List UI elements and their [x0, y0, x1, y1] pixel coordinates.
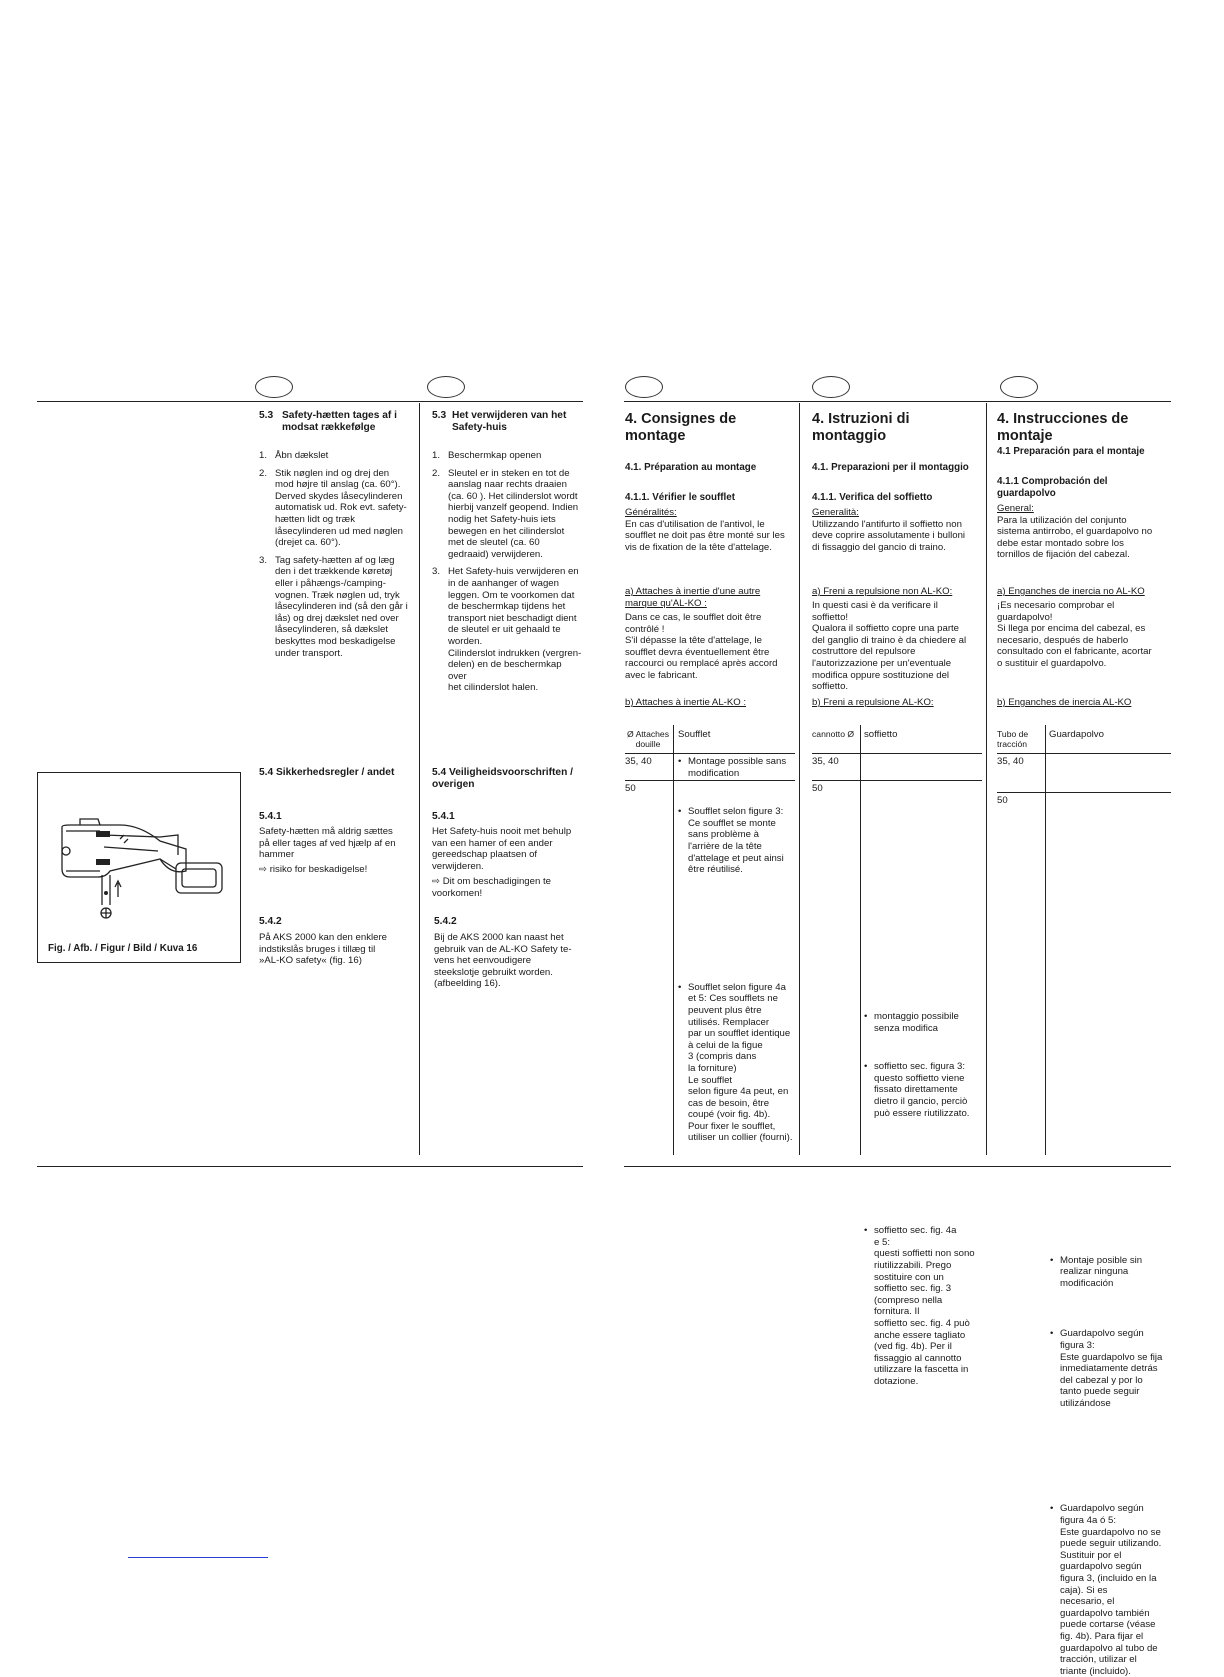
section-number: 5.3 — [259, 410, 274, 421]
table-row-line-fr — [625, 780, 795, 781]
table-cell-r2c2b-es: • Guardapolvo según figura 4a ó 5: Este guardapolvo no se puede seguir utilizando. Sustituir por el guardapolvo según figura 3, (incluido en la caja). Si es necesario, el guardapolvo también puede cortarse (véase fig. 4b). Para fijar el guardapolvo al tubo de tracción, utilizar el triante (incluido). — [1049, 1503, 1182, 1677]
column-danish — [259, 410, 415, 665]
table-cell-r2c2b-it: • soffietto sec. fig. 4a e 5: questi soffietti non sono riutilizzabili. Prego sostituire con un soffietto sec. fig. 3 (compreso nella fornitura. Il soffietto sec. fig. 4 può anche essere tagliato (ved fig. 4b). Per il fissaggio al cannotto utilizzare la fascetta in dotazione. — [863, 1225, 996, 1387]
section-title: Het verwijderen van het Safety-huis — [452, 410, 567, 433]
section-4-1-heading: 4.1. Préparation au montage — [625, 462, 757, 473]
general-label: General: — [997, 503, 1034, 514]
table-cell-r1c2-fr: • Montage possible sans modification — [677, 756, 808, 779]
section-5-4-heading-nl: 5.4 Veiligheidsvoorschriften / overigen — [432, 767, 573, 790]
chapter-title: 4. Istruzioni di montaggio — [812, 411, 910, 444]
step-text: Sleutel er in steken en tot de aanslag naar rechts draaien (ca. 60 ). Het cilinderslot wordt hierbij vanzelf geopend. Indien nodig het Safety-huis iets bewegen en het cilinderslot met de sleutel (ca. 60 gedraaid) verwijderen. — [448, 467, 579, 560]
table-header-line-es — [997, 753, 1171, 754]
language-oval-fr — [625, 376, 663, 398]
chapter-title: 4. Instrucciones de montaje — [997, 411, 1129, 444]
figure-16-box — [37, 772, 241, 963]
section-5-4-2-number-da: 5.4.2 — [259, 916, 282, 927]
step-item — [259, 468, 415, 549]
table-row-line-it — [812, 780, 982, 781]
step-number: 2. — [432, 467, 441, 479]
table-cell-r1c2-es: • Montaje posible sin realizar ninguna modificación — [1049, 1255, 1180, 1290]
section-4-1-1-heading: 4.1.1 Comprobación del guardapolvo — [997, 476, 1108, 499]
section-number: 5.3 — [432, 410, 447, 421]
case-b-label-fr: b) Attaches à inertie AL-KO : — [625, 697, 747, 708]
step-item — [259, 555, 415, 659]
top-rule-right — [624, 401, 1171, 402]
section-5-4-1-text-da: Safety-hætten må aldrig sættes på eller tages af ved hjælp af en hammer — [259, 826, 396, 861]
table-cell-r1c1-it: 35, 40 — [812, 756, 839, 767]
section-5-3-heading — [432, 410, 582, 434]
step-number: 1. — [259, 450, 268, 461]
bottom-rule-right — [624, 1166, 1171, 1167]
table-cell-r1c2-it: • montaggio possibile senza modifica — [863, 1011, 994, 1034]
step-item — [259, 450, 415, 462]
general-text: Utilizzando l'antifurto il soffietto non deve coprire assolutamente i bulloni di fissaggio del gancio di traino. — [812, 518, 966, 553]
language-oval-nl — [427, 376, 465, 398]
table-header-1-it: cannotto Ø — [812, 729, 855, 739]
section-4-1-1-heading: 4.1.1. Vérifier le soufflet — [625, 492, 735, 503]
section-5-4-1-number-da: 5.4.1 — [259, 811, 282, 822]
case-a-label-es: a) Enganches de inercia no AL-KO — [997, 586, 1145, 597]
general-label: Généralités: — [625, 507, 677, 518]
table-cell-r2c1-fr: 50 — [625, 783, 636, 794]
case-a-label-fr: a) Attaches à inertie d'une autre marque qu'AL-KO : — [625, 586, 761, 609]
steps-list — [259, 450, 415, 659]
case-a-text-es: ¡Es necesario comprobar el guardapolvo! Si llega por encima del cabezal, es necesario, después de haberlo consultado con el fabricante, acortar o sustituir el guardapolvo. — [997, 600, 1152, 669]
table-divider-fr — [673, 725, 674, 1155]
case-b-label-es: b) Enganches de inercia AL-KO — [997, 697, 1132, 708]
section-4-1-heading: 4.1. Preparazioni per il montaggio — [812, 462, 969, 473]
table-cell-r2c2a-fr: • Soufflet selon figure 3: Ce soufflet se monte sans problème à l'arrière de la tête d'attelage et peut ainsi être réutilisé. — [677, 806, 808, 876]
table-header-line-it — [812, 753, 982, 754]
language-oval-es — [1000, 376, 1038, 398]
section-4-1-heading: 4.1 Preparación para el montaje — [997, 446, 1145, 457]
section-5-4-1-text-nl: Het Safety-huis nooit met behulp van een hamer of een ander gereedschap plaatsen of verwijderen. — [432, 826, 572, 872]
case-a-text-fr: Dans ce cas, le soufflet doit être contrôlé ! S'il dépasse la tête d'attelage, le soufflet devra éventuellement être raccourci ou remplacé après accord avec le fabricant. — [625, 612, 778, 681]
section-5-4-heading-da: 5.4 Sikkerhedsregler / andet — [259, 767, 395, 778]
step-number: 3. — [259, 554, 268, 566]
column-divider-right-2 — [986, 403, 987, 1155]
step-text: Stik nøglen ind og drej den mod højre til anslag (ca. 60°). Derved skydes låsecylinderen automatisk ud. Rok evt. safety- hætten lidt og træk låsecylinderen ud med nøglen (drejet ca. 60°). — [275, 467, 407, 549]
top-rule-left — [37, 401, 583, 402]
case-a-label-it: a) Freni a repulsione non AL-KO: — [812, 586, 953, 597]
step-item — [432, 450, 582, 462]
steps-list — [432, 450, 582, 694]
step-number: 2. — [259, 467, 268, 479]
table-header-2-it: soffietto — [864, 729, 898, 740]
table-cell-r2c1-es: 50 — [997, 795, 1008, 806]
language-oval-da — [255, 376, 293, 398]
step-number: 1. — [432, 450, 441, 461]
step-number: 3. — [432, 566, 441, 578]
section-5-4-1-number-nl: 5.4.1 — [432, 811, 455, 822]
warning-note-da: ⇨ risiko for beskadigelse! — [259, 864, 368, 875]
chapter-title: 4. Consignes de montage — [625, 411, 737, 444]
section-5-4-2-text-da: På AKS 2000 kan den enklere indstikslås bruges i tillæg til »AL-KO safety« (fig. 16) — [259, 932, 388, 967]
case-a-text-it: In questi casi è da verificare il soffietto! Qualora il soffietto copre una parte del ganglio di traino è da chiedere al costruttore del repulsore l'autorizzazione per un'eventuale modifica oppure sostituzione del soffietto. — [812, 600, 967, 693]
general-label: Generalità: — [812, 507, 859, 518]
column-french — [625, 411, 797, 553]
table-header-line-fr — [625, 753, 795, 754]
table-cell-r2c2a-es: • Guardapolvo según figura 3: Este guardapolvo se fija inmediatamente detrás del cabezal y por lo tanto puede seguir utilizándose — [1049, 1328, 1182, 1409]
table-divider-it — [860, 725, 861, 1155]
table-cell-r1c1-fr: 35, 40 — [625, 756, 652, 767]
table-row-line-es — [997, 792, 1171, 793]
section-5-3-heading — [259, 410, 415, 434]
column-spanish — [997, 411, 1169, 561]
table-divider-es — [1045, 725, 1046, 1155]
figure-16-drawing — [40, 779, 240, 939]
language-oval-it — [812, 376, 850, 398]
step-text: Beschermkap openen — [448, 450, 542, 461]
table-header-2-fr: Soufflet — [678, 729, 711, 740]
table-header-1-fr: Ø Attaches douille — [626, 729, 670, 750]
table-header-2-es: Guardapolvo — [1049, 729, 1104, 740]
step-text: Tag safety-hætten af og læg den i det trækkende køretøj eller i påhængs-/camping- vognen. Træk nøglen ud, tryk låsecylinderen ind (så den går i lås) og drej dækslet ned over låsecylinderen, så dækslet beskyttes mod beskadigelse under transport. — [275, 554, 408, 659]
footer-link-underline[interactable] — [128, 1557, 268, 1558]
table-cell-r2c2b-fr: • Soufflet selon figure 4a et 5: Ces soufflets ne peuvent plus être utilisés. Remplacer par un soufflet identique à celui de la figue 3 (compris dans la forniture) Le soufflet selon figure 4a peut, en cas de besoin, être coupé (voir fig. 4b). Pour fixer le soufflet, utiliser un collier (fourni). — [677, 982, 810, 1144]
bottom-rule-left — [37, 1166, 583, 1167]
column-dutch — [432, 410, 582, 700]
step-text: Åbn dækslet — [275, 450, 329, 461]
warning-note-nl: ⇨ Dit om beschadigingen te voorkomen! — [432, 876, 551, 899]
table-header-1-es: Tubo de tracción — [997, 729, 1029, 750]
section-4-1-1-heading: 4.1.1. Verifica del soffietto — [812, 492, 933, 503]
table-cell-r1c1-es: 35, 40 — [997, 756, 1024, 767]
figure-caption: Fig. / Afb. / Figur / Bild / Kuva 16 — [48, 943, 198, 954]
table-cell-r2c2a-it: • soffietto sec. figura 3: questo soffietto viene fissato direttamente dietro il gancio, perciò può essere riutilizzato. — [863, 1061, 994, 1119]
step-item — [432, 566, 582, 694]
step-item — [432, 468, 582, 561]
table-cell-r2c1-it: 50 — [812, 783, 823, 794]
section-5-4-2-number-nl: 5.4.2 — [434, 916, 457, 927]
general-text: En cas d'utilisation de l'antivol, le soufflet ne doit pas être monté sur les vis de fixation de la tête d'attelage. — [625, 518, 785, 553]
column-italian — [812, 411, 984, 553]
general-text: Para la utilización del conjunto sistema antirrobo, el guardapolvo no debe estar montado sobre los tornillos de fijación del cabezal. — [997, 514, 1153, 561]
step-text: Het Safety-huis verwijderen en in de aanhanger of wagen leggen. Om te voorkomen dat de beschermkap tijdens het transport niet beschadigt dient de sleutel er uit gehaald te worden. Cilinderslot indrukken (vergren- delen) en de beschermkap over het cilinderslot halen. — [448, 566, 582, 694]
column-divider-left — [419, 403, 420, 1155]
section-5-4-2-text-nl: Bij de AKS 2000 kan naast het gebruik van de AL-KO Safety te- vens het eenvoudigere steekslotje gebruikt worden. (afbeelding 16). — [434, 932, 572, 990]
case-b-label-it: b) Freni a repulsione AL-KO: — [812, 697, 934, 708]
section-title: Safety-hætten tages af i modsat rækkefølge — [282, 410, 397, 433]
